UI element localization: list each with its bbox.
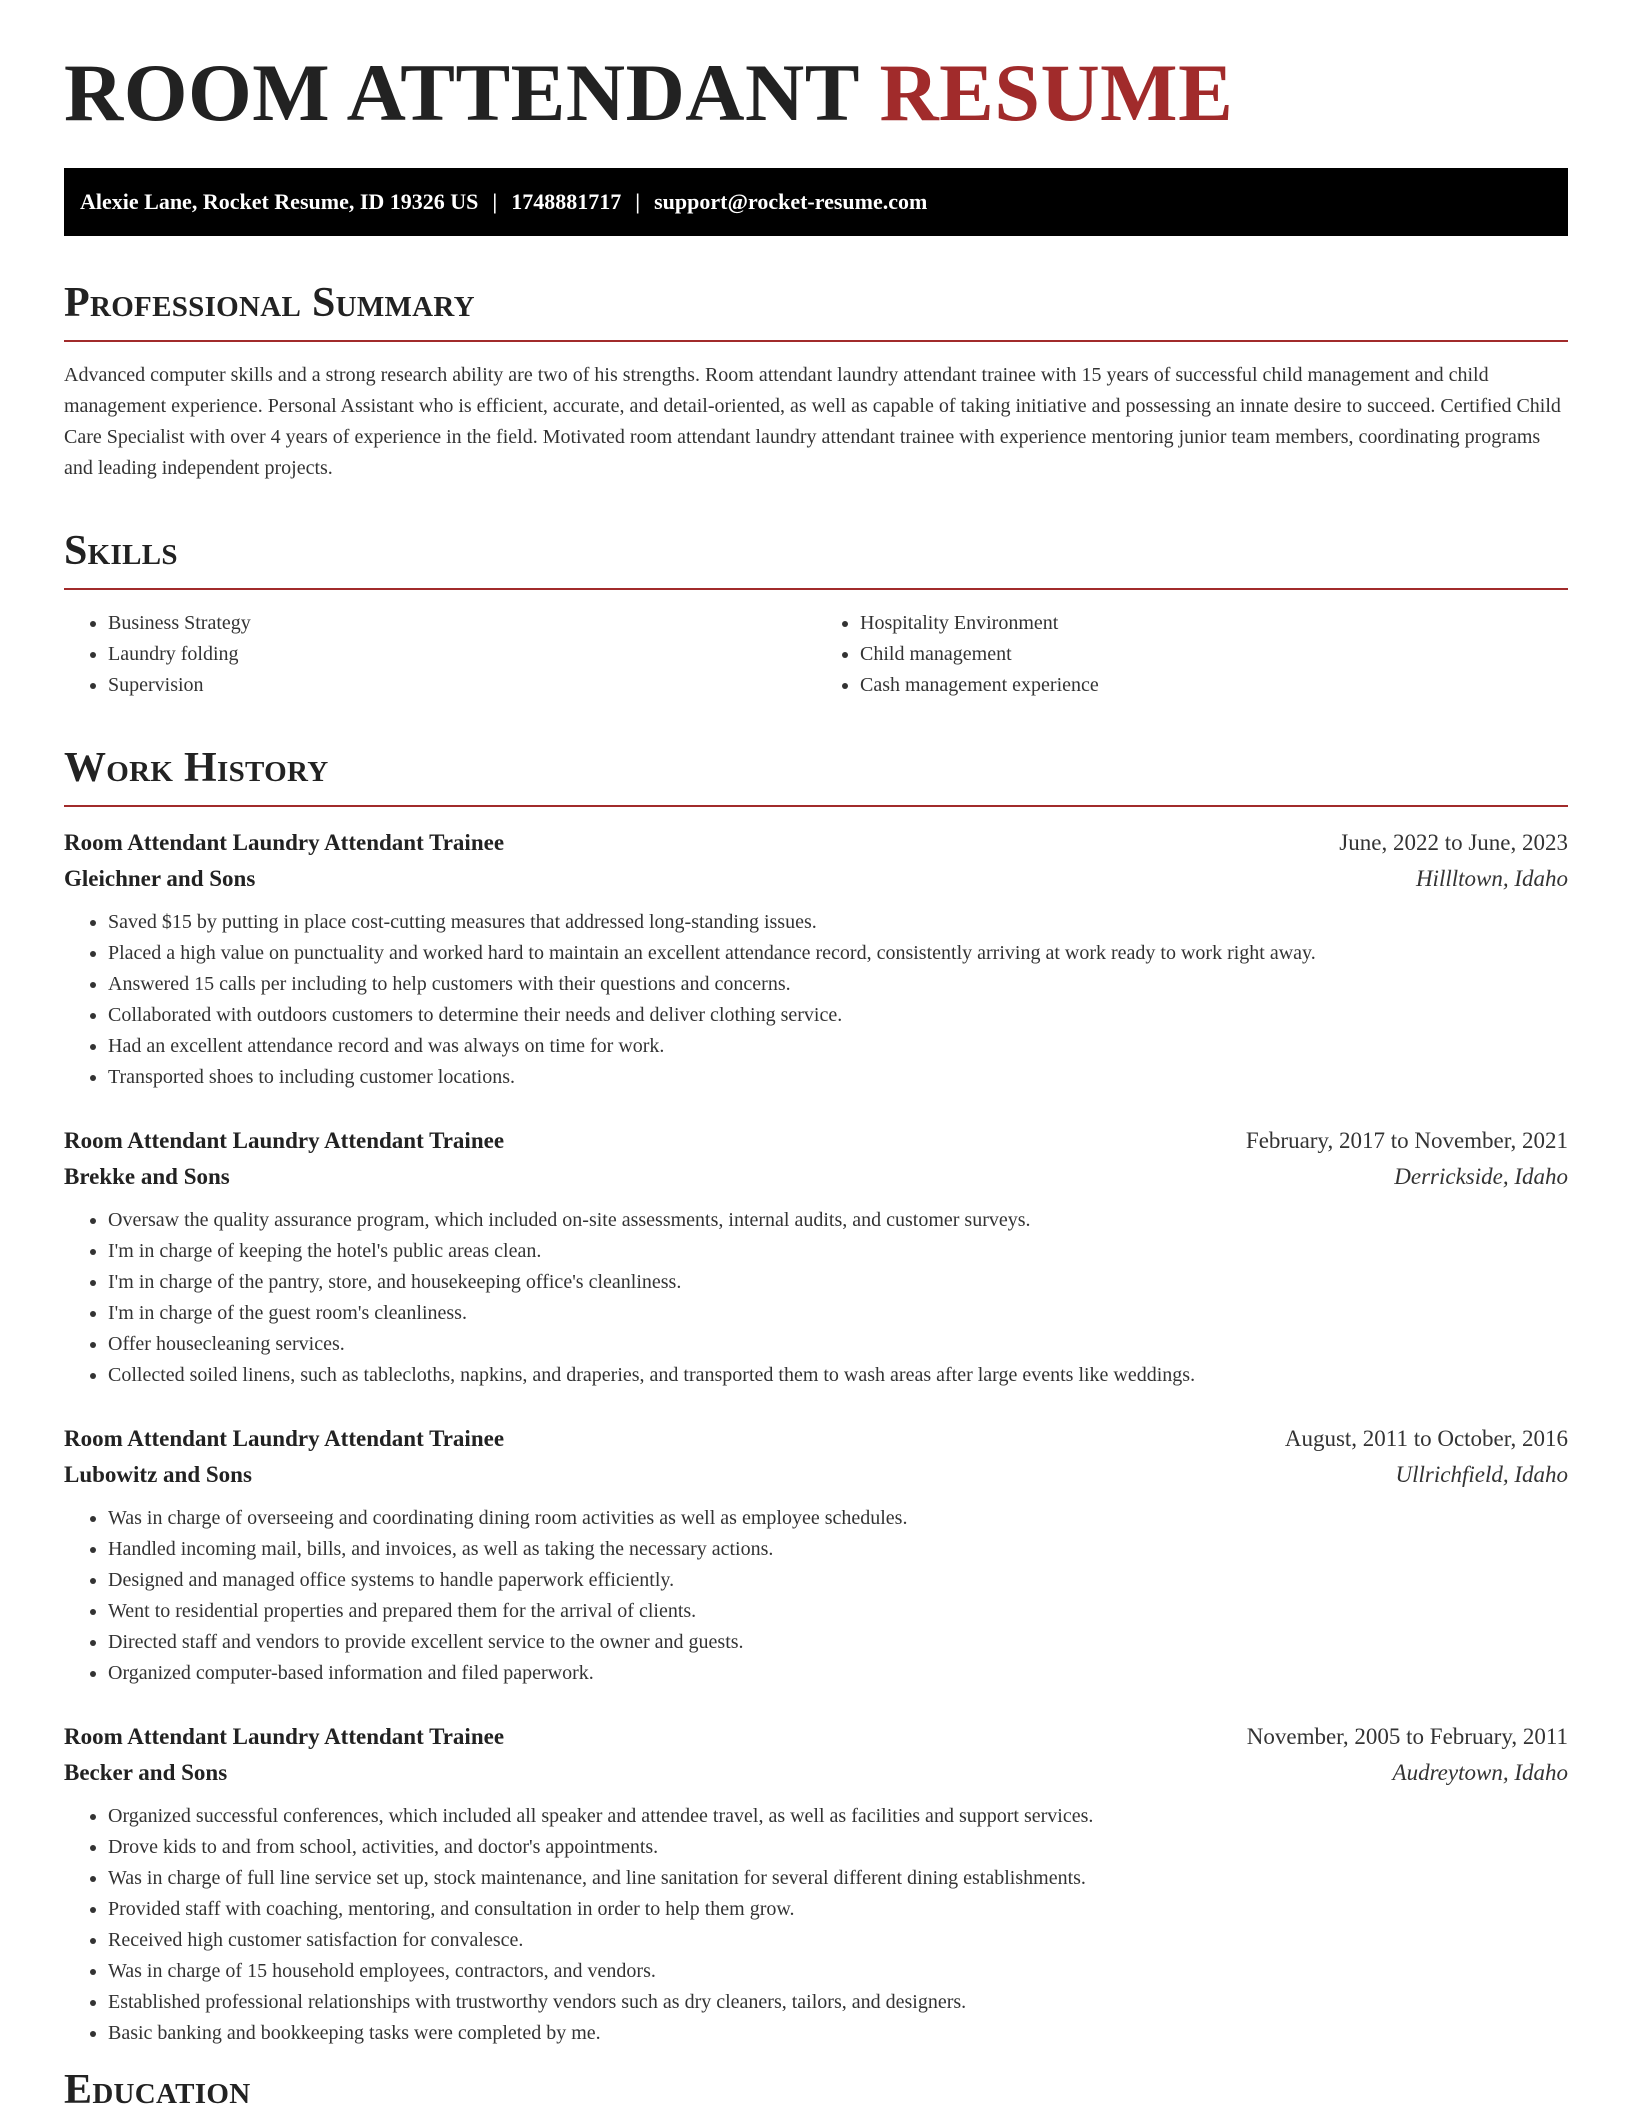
- job-company-row: [64, 1159, 1568, 1195]
- job-duty: • Was in charge of full line service set up, stock maintenance, and line sanitation for several different dining establishments.: [108, 1863, 1568, 1894]
- job-entry: [64, 1123, 1568, 1391]
- job-duty: • Handled incoming mail, bills, and invoices, as well as taking the necessary actions.: [108, 1534, 1568, 1565]
- job-duty: • Basic banking and bookkeeping tasks were completed by me.: [108, 2018, 1568, 2049]
- job-company-row: [64, 1755, 1568, 1791]
- job-duty: • Designed and managed office systems to handle paperwork efficiently.: [108, 1565, 1568, 1596]
- skills-column-right: [816, 608, 1568, 701]
- job-duty: • Organized successful conferences, which included all speaker and attendee travel, as well as facilities and support services.: [108, 1801, 1568, 1832]
- job-duty: • Received high customer satisfaction for convalesce.: [108, 1925, 1568, 1956]
- skill-item: • Supervision: [108, 670, 816, 701]
- job-duty: • Established professional relationships with trustworthy vendors such as dry cleaners, tailors, and designers.: [108, 1987, 1568, 2018]
- job-duty: • Was in charge of overseeing and coordinating dining room activities as well as employee schedules.: [108, 1503, 1568, 1534]
- job-duty: • Organized computer-based information and filed paperwork.: [108, 1658, 1568, 1689]
- section-divider: [64, 588, 1568, 590]
- job-company: Lubowitz and Sons: [64, 1462, 252, 1487]
- summary-heading: Professional Summary: [64, 280, 475, 326]
- contact-phone: 1748881717: [511, 189, 622, 214]
- section-divider: [64, 340, 1568, 342]
- job-header-row: [64, 825, 1568, 861]
- job-header-row: [64, 1421, 1568, 1457]
- job-dates: November, 2005 to February, 2011: [1246, 1724, 1568, 1749]
- job-entry: [64, 1421, 1568, 1689]
- job-dates: June, 2022 to June, 2023: [1339, 830, 1568, 855]
- job-location: Hillltown, Idaho: [1415, 866, 1568, 891]
- job-duty: • Placed a high value on punctuality and worked hard to maintain an excellent attendance record, consistently arriving at work ready to work right away.: [108, 938, 1568, 969]
- job-title: Room Attendant Laundry Attendant Trainee: [64, 830, 505, 855]
- job-header-row: [64, 1123, 1568, 1159]
- skills-list: [64, 608, 1568, 701]
- contact-address: Alexie Lane, Rocket Resume, ID 19326 US: [80, 189, 479, 214]
- job-duty: • Directed staff and vendors to provide excellent service to the owner and guests.: [108, 1627, 1568, 1658]
- job-duty: • Saved $15 by putting in place cost-cutting measures that addressed long-standing issues.: [108, 907, 1568, 938]
- skill-item: • Hospitality Environment: [860, 608, 1568, 639]
- skills-heading: Skills: [64, 528, 178, 574]
- job-duty: • Offer housecleaning services.: [108, 1329, 1568, 1360]
- job-duties: [64, 1801, 1568, 2049]
- contact-separator: |: [492, 189, 498, 214]
- job-entry: [64, 825, 1568, 1093]
- job-duty: • Provided staff with coaching, mentoring, and consultation in order to help them grow.: [108, 1894, 1568, 1925]
- job-company: Becker and Sons: [64, 1760, 228, 1785]
- job-company: Brekke and Sons: [64, 1164, 230, 1189]
- job-duty: • Collected soiled linens, such as tablecloths, napkins, and draperies, and transported them to wash areas after large events like weddings.: [108, 1360, 1568, 1391]
- skill-item: • Child management: [860, 639, 1568, 670]
- section-divider: [64, 805, 1568, 807]
- contact-bar: [64, 168, 1568, 236]
- job-title: Room Attendant Laundry Attendant Trainee: [64, 1128, 505, 1153]
- skill-item: • Laundry folding: [108, 639, 816, 670]
- job-duty: • Went to residential properties and prepared them for the arrival of clients.: [108, 1596, 1568, 1627]
- job-location: Ullrichfield, Idaho: [1395, 1462, 1568, 1487]
- job-duty: • Had an excellent attendance record and was always on time for work.: [108, 1031, 1568, 1062]
- skill-item: • Cash management experience: [860, 670, 1568, 701]
- education-heading: Education: [64, 2067, 251, 2113]
- contact-email[interactable]: support@rocket-resume.com: [654, 189, 928, 214]
- job-duty: • I'm in charge of keeping the hotel's public areas clean.: [108, 1236, 1568, 1267]
- job-company: Gleichner and Sons: [64, 866, 256, 891]
- contact-separator: |: [635, 189, 641, 214]
- skills-column-left: [64, 608, 816, 701]
- job-dates: February, 2017 to November, 2021: [1245, 1128, 1568, 1153]
- job-duty: • Transported shoes to including customer locations.: [108, 1062, 1568, 1093]
- job-company-row: [64, 861, 1568, 897]
- title-accent: RESUME: [879, 47, 1234, 138]
- job-company-row: [64, 1457, 1568, 1493]
- job-location: Derrickside, Idaho: [1394, 1164, 1568, 1189]
- job-duty: • Drove kids to and from school, activities, and doctor's appointments.: [108, 1832, 1568, 1863]
- job-duties: [64, 1205, 1568, 1391]
- skill-item: • Business Strategy: [108, 608, 816, 639]
- resume-title: [64, 47, 1568, 138]
- job-header-row: [64, 1719, 1568, 1755]
- work-history-heading: Work History: [64, 745, 329, 791]
- job-duty: • Answered 15 calls per including to help customers with their questions and concerns.: [108, 969, 1568, 1000]
- job-duty: • I'm in charge of the pantry, store, and housekeeping office's cleanliness.: [108, 1267, 1568, 1298]
- job-entry: [64, 1719, 1568, 2049]
- title-main: ROOM ATTENDANT: [64, 47, 859, 138]
- job-duty: • Collaborated with outdoors customers to determine their needs and deliver clothing service.: [108, 1000, 1568, 1031]
- job-duty: • Was in charge of 15 household employees, contractors, and vendors.: [108, 1956, 1568, 1987]
- job-duty: • I'm in charge of the guest room's cleanliness.: [108, 1298, 1568, 1329]
- job-location: Audreytown, Idaho: [1392, 1760, 1568, 1785]
- summary-text: Advanced computer skills and a strong research ability are two of his strengths. Room attendant laundry attendant trainee with 15 years of successful child management and child management experience. Personal Assistant who is efficient, accurate, and detail-oriented, as well as capable of taking initiative and possessing an innate desire to succeed. Certified Child Care Specialist with over 4 years of experience in the field. Motivated room attendant laundry attendant trainee with experience mentoring junior team members, coordinating programs and leading independent projects.: [64, 364, 1561, 479]
- job-duty: • Oversaw the quality assurance program, which included on-site assessments, internal audits, and customer surveys.: [108, 1205, 1568, 1236]
- job-title: Room Attendant Laundry Attendant Trainee: [64, 1724, 505, 1749]
- job-duties: [64, 907, 1568, 1093]
- job-title: Room Attendant Laundry Attendant Trainee: [64, 1426, 505, 1451]
- job-dates: August, 2011 to October, 2016: [1284, 1426, 1568, 1451]
- job-duties: [64, 1503, 1568, 1689]
